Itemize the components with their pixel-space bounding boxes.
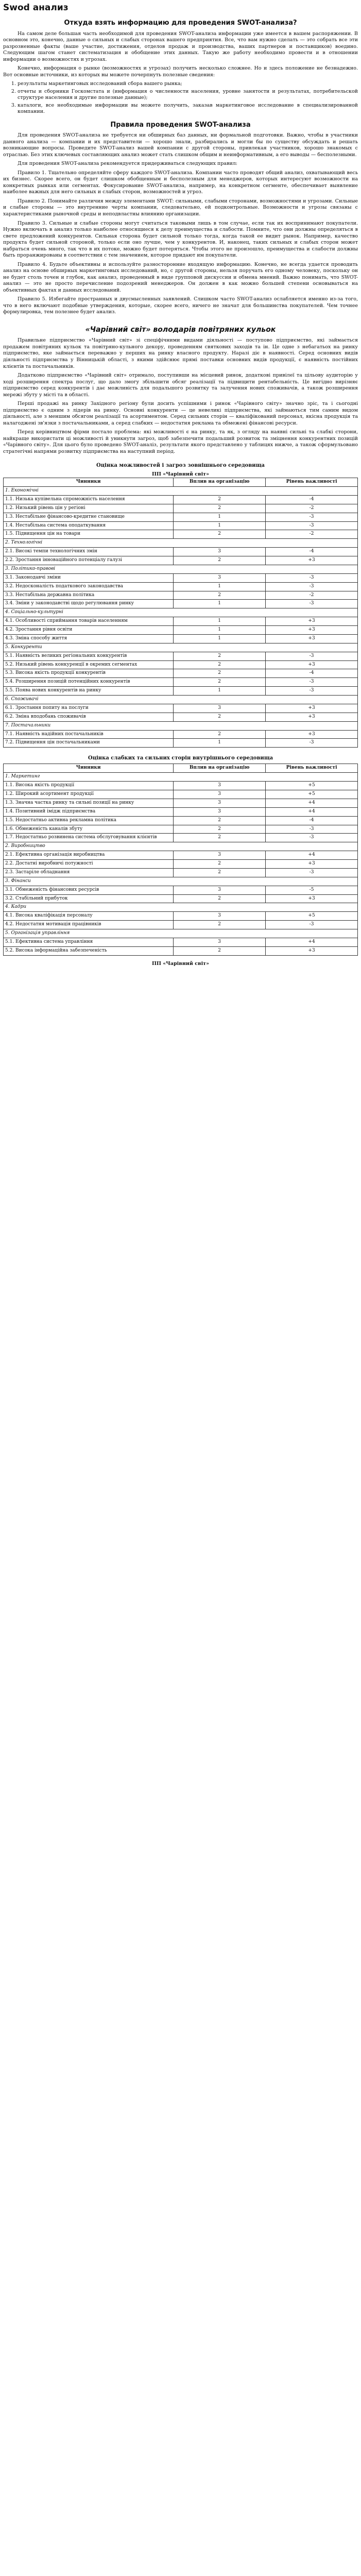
importance-cell: +5 — [266, 790, 358, 799]
table-row — [4, 894, 358, 903]
importance-cell: +3 — [266, 556, 358, 565]
impact-cell: 3 — [174, 573, 266, 582]
section-row — [4, 842, 358, 851]
table-row — [4, 713, 358, 721]
list-item: 3. каталоги, все необходимые информации вы можете получить, заказав маркетинговое исследование в специализированной компании. — [18, 103, 358, 115]
impact-cell: 3 — [174, 912, 266, 921]
impact-cell: 2 — [174, 730, 266, 739]
heading-case-study: «Чарівний світ» володарів повітряних кульок — [85, 325, 276, 334]
sources-list — [18, 81, 358, 115]
impact-cell: 2 — [174, 504, 266, 513]
column-header: Чинники — [4, 478, 174, 487]
impact-cell: 2 — [174, 591, 266, 600]
table-row — [4, 626, 358, 635]
table-row — [4, 548, 358, 556]
section-label: 3. Політико-правові — [4, 565, 358, 573]
importance-cell: +4 — [266, 807, 358, 816]
impact-cell: 2 — [174, 678, 266, 687]
importance-cell: +3 — [266, 730, 358, 739]
case-paragraph: Перед керівництвом фірми постало проблема: які можливості є на ринку, та як, з огляду на наявні сильні та слабкі сторони, найкраще використати ці можливості й уникнути загроз, щоб забезпечити подальший розвиток та зміцнення конкурентних позицій «Чарівного світу». Для цього було проведено SWOT-аналіз, результати якого представлено у таблицях нижче, а також сформульовано стратегічні напрями розвитку підприємства на наступний період. — [3, 429, 358, 454]
table-row — [4, 851, 358, 860]
impact-cell: 3 — [174, 548, 266, 556]
opportunities-threats-table — [3, 478, 358, 748]
impact-cell: 1 — [174, 600, 266, 608]
column-header: Вплив на організацію — [174, 478, 266, 487]
table-row — [4, 825, 358, 834]
section-label: 4. Соціально-культурні — [4, 608, 358, 617]
section-row — [4, 877, 358, 886]
importance-cell: -4 — [266, 548, 358, 556]
heading-rules: Правила проведения SWOT-анализа — [110, 121, 251, 129]
table-row — [4, 582, 358, 591]
section-label: 1. Маркетинг — [4, 773, 358, 782]
importance-cell: -2 — [266, 504, 358, 513]
case-paragraph: Перші продажі на ринку Західного регіону були досить успішними і ринок «Чарівного світу» значно зріс, та і сьогодні підприємство є одним з лідерів на ринку. Основні конкуренти — це невеликі підприємства, які займаються тим самим видом діяльності, але з меншим обсягом реалізації та асортиментом. Серед сильних сторін — кваліфікований персонал, якісна продукція та налагоджені зв'язки з постачальниками, а серед слабких — недостатня реклама та обмежені фінансові ресурси. — [3, 401, 358, 426]
factor-cell: 2.2. Достатні виробничі потужності — [4, 860, 174, 869]
rule-paragraph: Правило 2. Понимайте различия между элементами SWOT: сильными, слабыми сторонами, возможностями и угрозами. Сильные и слабые стороны — это внутренние черты компании, следовательно, ей подконтрольные. Возможности и угрозы связаны с характеристиками рыночной среды и неподвластны влиянию организации. — [3, 198, 358, 217]
importance-cell: +5 — [266, 782, 358, 790]
impact-cell: 3 — [174, 790, 266, 799]
table-row — [4, 946, 358, 955]
factor-cell: 2.3. Застаріле обладнання — [4, 868, 174, 877]
impact-cell: 1 — [174, 513, 266, 521]
section-row — [4, 696, 358, 704]
importance-cell: -3 — [266, 600, 358, 608]
section-row — [4, 929, 358, 938]
case-paragraph: Правильне підприємство «Чарівний світ» зі спеціфічними видами діяльності — поступово підприємство, які займається продажем повітряних кульок та повітряно-кульного декору, проведенням святкових заходів та ін. Це одне з небагатьох на ринку підприємство, яке займається переважно у перших на ринку власного продукту. Наразі діє в наявності. Серед основних видів діяльності підприємства у Вінницькій області, з якими здійснює прямі поставки основних видів продукції, є наявність постійних клієнтів та постачальників. — [3, 337, 358, 369]
importance-cell: -3 — [266, 921, 358, 929]
factor-cell: 6.1. Зростання попиту на послуги — [4, 704, 174, 713]
factor-cell: 1.2. Широкий асортимент продукції — [4, 790, 174, 799]
section-label: 2. Виробництво — [4, 842, 358, 851]
table-row — [4, 886, 358, 894]
impact-cell: 3 — [174, 938, 266, 946]
importance-cell: -2 — [266, 591, 358, 600]
table-row — [4, 660, 358, 669]
importance-cell: +3 — [266, 946, 358, 955]
impact-cell: 2 — [174, 530, 266, 539]
impact-cell: 3 — [174, 851, 266, 860]
importance-cell: +4 — [266, 851, 358, 860]
intro-paragraph: Конечно, информация о рынке (возможностях и угрозах) получить несколько сложнее. Но и здесь положение не безнадежно. Вот основные источники, из которых вы можете почерпнуть полезные сведения: — [3, 65, 358, 78]
factor-cell: 1.4. Нестабільна система оподаткування — [4, 521, 174, 530]
factor-cell: 1.5. Підвищення цін на товари — [4, 530, 174, 539]
table-row — [4, 530, 358, 539]
section-row — [4, 539, 358, 548]
section-label: 2. Технологічні — [4, 539, 358, 548]
factor-cell: 1.1. Низька купівельна спроможність населення — [4, 495, 174, 504]
table-row — [4, 678, 358, 687]
table-row — [4, 573, 358, 582]
table-row — [4, 834, 358, 842]
factor-cell: 7.2. Підвищення цін постачальниками — [4, 739, 174, 748]
table-row — [4, 669, 358, 678]
table-row — [4, 730, 358, 739]
impact-cell: 1 — [174, 739, 266, 748]
document-title: Swod анализ — [3, 3, 68, 13]
table-row — [4, 868, 358, 877]
factor-cell: 5.5. Поява нових конкурентів на ринку — [4, 687, 174, 696]
factor-cell: 4.2. Зростання рівня освіти — [4, 626, 174, 635]
factor-cell: 3.1. Законодавчі зміни — [4, 573, 174, 582]
table-row — [4, 921, 358, 929]
column-header: Рівень важливості — [266, 478, 358, 487]
table-caption: Оцінка слабких та сильних сторін внутрішнього середовища — [88, 755, 273, 761]
factor-cell: 1.5. Недостатньо активна рекламна політика — [4, 816, 174, 825]
factor-cell: 5.3. Висока якість продукції конкурентів — [4, 669, 174, 678]
section-label: 5. Конкуренти — [4, 643, 358, 652]
impact-cell: 2 — [174, 921, 266, 929]
factor-cell: 3.4. Зміни у законодавстві щодо регулювання ринку — [4, 600, 174, 608]
factor-cell: 2.2. Зростання інноваційного потенціалу галузі — [4, 556, 174, 565]
importance-cell: -4 — [266, 816, 358, 825]
section-label: 4. Кадри — [4, 903, 358, 912]
table-body — [4, 487, 358, 748]
impact-cell: 2 — [174, 834, 266, 842]
factor-cell: 3.2. Недосконалість податкового законодавства — [4, 582, 174, 591]
impact-cell: 1 — [174, 582, 266, 591]
table-row — [4, 687, 358, 696]
section-row — [4, 565, 358, 573]
table-row — [4, 860, 358, 869]
factor-cell: 5.4. Розширення позицій потенційних конкурентів — [4, 678, 174, 687]
heading-sources: Откуда взять информацию для проведения SWOT-анализа? — [64, 19, 297, 27]
table-subtitle: ПП «Чарівний світ» — [151, 471, 210, 477]
importance-cell: +3 — [266, 860, 358, 869]
list-item: 1. результаты маркетинговых исследований сбора вашего рынка; — [18, 81, 358, 88]
importance-cell: +4 — [266, 799, 358, 807]
factor-cell: 4.2. Недостатня мотивація працівників — [4, 921, 174, 929]
impact-cell: 1 — [174, 687, 266, 696]
impact-cell: 1 — [174, 634, 266, 643]
table-row — [4, 521, 358, 530]
impact-cell: 2 — [174, 894, 266, 903]
impact-cell: 3 — [174, 886, 266, 894]
table-caption: Оцінка можливостей і загроз зовнішнього середовища — [96, 463, 265, 469]
importance-cell: -3 — [266, 739, 358, 748]
table-row — [4, 513, 358, 521]
table-row — [4, 790, 358, 799]
factor-cell: 7.1. Наявність надійних постачальників — [4, 730, 174, 739]
intro-paragraph: На самом деле большая часть необходимой для проведения SWOT-анализа информации уже имеется в вашем распоряжении. В основном это, конечно, данные о сильных и слабых сторонах вашего предприятия. Все, что вам нужно сделать — это собрать все эти разрозненные факты (ваше участие, достижения, отделов продаж и производства, ваших партнеров и поставщиков) воедино. Следующим шагом станет систематизация и обобщение этих данных. Такую же работу необходимо провести и в отношении информации о возможностях и угрозах. — [3, 30, 358, 62]
impact-cell: 3 — [174, 782, 266, 790]
table-row — [4, 600, 358, 608]
factor-cell: 3.1. Обмеженість фінансових ресурсів — [4, 886, 174, 894]
impact-cell: 2 — [174, 860, 266, 869]
impact-cell: 2 — [174, 816, 266, 825]
table-row — [4, 704, 358, 713]
strengths-weaknesses-table — [3, 764, 358, 955]
rule-paragraph: Правило 4. Будьте объективны и используйте разносторонние входящую информацию. Конечно, не всегда удается проводить анализ на основе обширных маркетинговых исследований, но, с другой стороны, нельзя поручать его одному человеку, поскольку он не будет столь точен и глубок, как анализ, проведенный в виде групповой дискуссии и обмена мнений. Важно понимать, что SWOT-анализ — это не просто перечисление подозрений менеджеров. Он должен в как можно большей степени основываться на объективных фактах и данных исследований. — [3, 261, 358, 293]
importance-cell: -4 — [266, 495, 358, 504]
section-label: 6. Споживачі — [4, 696, 358, 704]
table-row — [4, 912, 358, 921]
importance-cell: +3 — [266, 617, 358, 626]
section-label: 3. Фінанси — [4, 877, 358, 886]
section-row — [4, 608, 358, 617]
table-row — [4, 591, 358, 600]
factor-cell: 4.1. Висока кваліфікація персоналу — [4, 912, 174, 921]
importance-cell: -3 — [266, 582, 358, 591]
table-row — [4, 652, 358, 660]
column-header: Рівень важливості — [266, 764, 358, 773]
section-row — [4, 643, 358, 652]
factor-cell: 4.1. Особливості сприймання товарів населенням — [4, 617, 174, 626]
impact-cell: 3 — [174, 704, 266, 713]
table-body — [4, 773, 358, 955]
impact-cell: 2 — [174, 868, 266, 877]
factor-cell: 1.3. Нестабільне фінансово-кредитне становище — [4, 513, 174, 521]
table-row — [4, 807, 358, 816]
rule-paragraph: Правило 3. Сильные и слабые стороны могут считаться таковыми лишь в том случае, если так их воспринимают покупатели. Нужно включать в анализ только наиболее относящиеся к делу преимущества и слабости. Помните, что они должны определяться в свете предложений конкурентов. Сильная сторона будет сильной только тогда, когда такой ее видит рынок. Например, качество продукта будет сильной стороной, только если оно лучше, чем у конкурентов. И, наконец, таких сильных и слабых сторон может набраться очень много, так что в их потоке, можно будет потеряться. Чтобы этого не произошло, преимущества и слабости должны быть проранжированы в соответствии с тем значением, которое придают им покупатели. — [3, 220, 358, 259]
table-row — [4, 504, 358, 513]
importance-cell: +3 — [266, 626, 358, 635]
importance-cell: +3 — [266, 660, 358, 669]
list-item: 2. отчеты и сборники Госкомстата и (информация о численности населения, уровне занятости и результатах, потребительской структуре населения и другие полезные данные); — [18, 89, 358, 101]
document-page — [0, 2, 361, 988]
impact-cell: 3 — [174, 799, 266, 807]
importance-cell: +3 — [266, 894, 358, 903]
impact-cell: 2 — [174, 652, 266, 660]
importance-cell: -3 — [266, 652, 358, 660]
impact-cell: 1 — [174, 626, 266, 635]
factor-cell: 1.7. Недостатньо розвинена система обслуговування клієнтів — [4, 834, 174, 842]
impact-cell: 2 — [174, 556, 266, 565]
column-header: Чинники — [4, 764, 174, 773]
table-row — [4, 938, 358, 946]
importance-cell: -3 — [266, 825, 358, 834]
table-row — [4, 495, 358, 504]
factor-cell: 6.2. Зміна вподобань споживачів — [4, 713, 174, 721]
impact-cell: 2 — [174, 495, 266, 504]
factor-cell: 1.2. Низький рівень цін у регіоні — [4, 504, 174, 513]
impact-cell: 2 — [174, 713, 266, 721]
impact-cell: 3 — [174, 807, 266, 816]
importance-cell: +3 — [266, 713, 358, 721]
table-row — [4, 799, 358, 807]
impact-cell: 1 — [174, 521, 266, 530]
importance-cell: -4 — [266, 669, 358, 678]
section-label: 5. Організація управління — [4, 929, 358, 938]
rule-paragraph: Правило 1. Тщательно определяйте сферу каждого SWOT-анализа. Компании часто проводят общий анализ, охватывающий весь их бизнес. Скорее всего, он будет слишком обобщенным и бесполезным для менеджеров, которых интересуют возможности на конкретных рынках или сегментах. Фокусирование SWOT-анализа, например, на конкретном сегменте, обеспечивает выявление наиболее важных для него сильных и слабых сторон, возможностей и угроз. — [3, 170, 358, 195]
factor-cell: 5.1. Ефективна система управління — [4, 938, 174, 946]
impact-cell: 2 — [174, 825, 266, 834]
importance-cell: -2 — [266, 530, 358, 539]
importance-cell: +3 — [266, 634, 358, 643]
impact-cell: 1 — [174, 617, 266, 626]
importance-cell: -3 — [266, 868, 358, 877]
factor-cell: 3.3. Нестабільна державна політика — [4, 591, 174, 600]
factor-cell: 2.1. Ефективна організація виробництва — [4, 851, 174, 860]
importance-cell: +5 — [266, 912, 358, 921]
importance-cell: +4 — [266, 938, 358, 946]
rule-paragraph: Правило 5. Избегайте пространных и двусмысленных заявлений. Слишком часто SWOT-анализ ослабляется именно из-за того, что в него включают подобные утверждения, которые, скорее всего, ничего не значат для большинства покупателей. Чем точнее формулировка, тем полезнее будет анализ. — [3, 296, 358, 315]
importance-cell: -3 — [266, 513, 358, 521]
column-header: Вплив на організацію — [174, 764, 266, 773]
impact-cell: 2 — [174, 946, 266, 955]
section-row — [4, 903, 358, 912]
factor-cell: 5.2. Висока інформаційна забезпеченість — [4, 946, 174, 955]
table-footer: ПП «Чарівний світ» — [151, 960, 210, 967]
rules-intro-paragraph: Для проведения SWOT-анализа рекомендуется придерживаться следующих правил: — [18, 161, 238, 167]
importance-cell: -5 — [266, 886, 358, 894]
importance-cell: -3 — [266, 834, 358, 842]
table-row — [4, 816, 358, 825]
importance-cell: -3 — [266, 573, 358, 582]
table-row — [4, 617, 358, 626]
section-row — [4, 487, 358, 496]
factor-cell: 1.6. Обмеженість каналів збуту — [4, 825, 174, 834]
importance-cell: -3 — [266, 687, 358, 696]
factor-cell: 3.2. Стабільний прибуток — [4, 894, 174, 903]
table-row — [4, 782, 358, 790]
section-row — [4, 721, 358, 730]
rules-intro-paragraph: Для проведения SWOT-анализа не требуется ни обширных баз данных, ни формальной подготовки. Важно, чтобы в участники данного анализа — компании и их представители — хорошо знали, разбирались и могли бы по существу обсуждать и решать возникающие вопросы. Проведите SWOT-анализ вашей компании с другой стороны, привлекая участников, хорошо знакомых с отраслью. Без этих ключевых составляющих анализ может стать слишком общим и неинформативным, а его выводы — бесполезными. — [3, 132, 358, 158]
impact-cell: 2 — [174, 660, 266, 669]
factor-cell: 5.2. Низький рівень конкуренції в окремих сегментах — [4, 660, 174, 669]
section-label: 1. Економічні — [4, 487, 358, 496]
factor-cell: 1.4. Позитивний імідж підприємства — [4, 807, 174, 816]
section-label: 7. Постачальники — [4, 721, 358, 730]
section-row — [4, 773, 358, 782]
importance-cell: -3 — [266, 521, 358, 530]
factor-cell: 1.3. Значна частка ринку та сильні позиції на ринку — [4, 799, 174, 807]
table-row — [4, 556, 358, 565]
case-paragraph: Додатково підприємство «Чарівний світ» отримало, поступивши на місцевий ринок, додаткові привілеї та цільову аудиторію у ході розширення спектра послуг, що дало змогу збільшити обсяг реалізації та підвищити рентабельність. Це вигідно вирізняє підприємство серед конкурентів і дає можливість для подальшого розвитку та залучення нових споживачів, а також розширення мережі збуту у місті та в області. — [3, 372, 358, 398]
factor-cell: 4.3. Зміна способу життя — [4, 634, 174, 643]
importance-cell: -3 — [266, 678, 358, 687]
importance-cell: +3 — [266, 704, 358, 713]
factor-cell: 1.1. Висока якість продукції — [4, 782, 174, 790]
table-row — [4, 739, 358, 748]
factor-cell: 2.1. Високі темпи технологічних змін — [4, 548, 174, 556]
table-row — [4, 634, 358, 643]
factor-cell: 5.1. Наявність великих регіональних конкурентів — [4, 652, 174, 660]
impact-cell: 2 — [174, 669, 266, 678]
